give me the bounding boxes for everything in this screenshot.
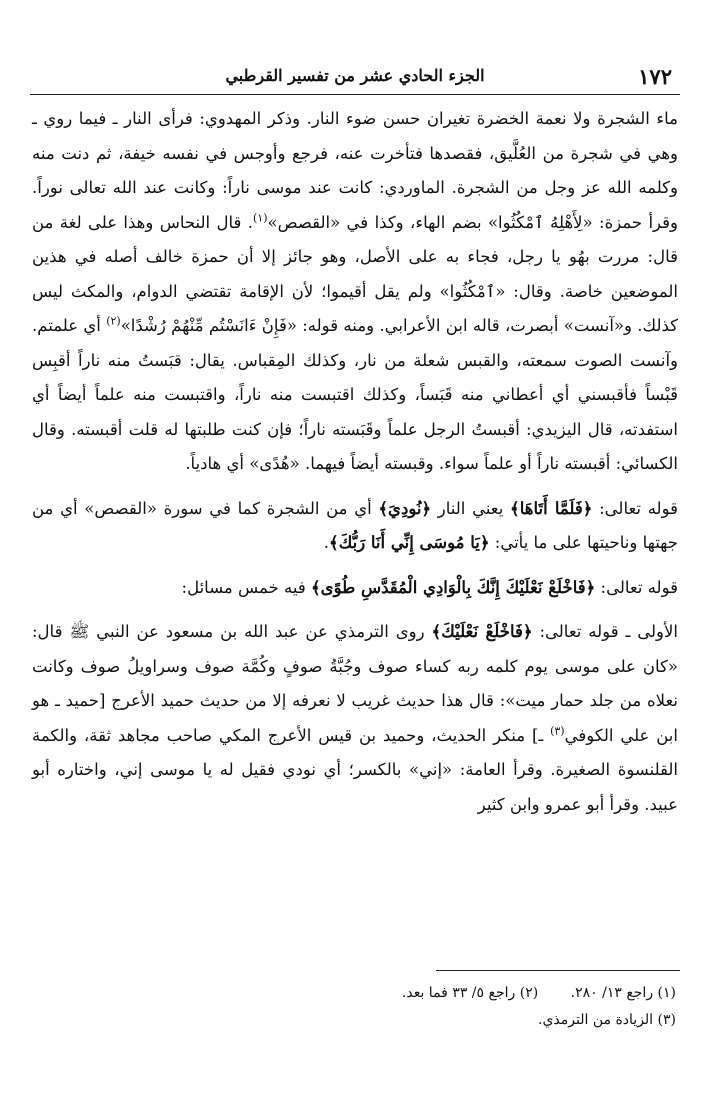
footnote-ref: (١) [253,211,268,224]
quran-quote: ﴿نُودِيَ﴾ [378,498,432,518]
text-run: . قال النحاس وهذا على لغة من قال: مررت بهُو يا رجل، فجاء به على الأصل، وهو جائز إلا أن حمزة خالف أصله في هذين الموضعين خاصة. وقال: «ٱمْكُثُوا» ولم يقل أقيموا؛ لأن الإقامة تقتضي الدوام، والمكث ليس كذلك. و«آنست» أبصرت، قاله ابن الأعرابي. ومنه قوله: «فَإِنْ ءَانَسْتُم مِّنْهُمْ رُشْدًا» [32,212,678,335]
text-run: أي علمتم. وآنست الصوت سمعته، والقبس شعلة من نار، وكذلك المِقباس. يقال: قبَستُ منه ناراً أقبِس قَبْساً فأقبسني أي أعطاني منه قَبَساً، وكذلك اقتبست منه ناراً، واقتبست منه علماً أيضاً أي استفدته، قال اليزيدي: أقبستُ الرجل علماً وقَبَسته ناراً؛ فإن كنت طلبتها له قلت أقبسته. وقال الكسائي: أقبسته ناراً أو علماً سواء. وقبسته أيضاً فيهما. «هُدًى» أي هادياً. [32,316,678,473]
text-run: يعني النار [431,498,511,518]
text-run: فيه خمس مسائل: [181,577,311,597]
page-header [30,56,680,90]
quran-quote: ﴿فَلَمَّا أَتَاهَا﴾ [510,498,593,518]
text-run: قوله تعالى: [592,498,678,518]
paragraph [32,492,678,561]
footnote-ref: (٢) [106,314,121,328]
footnotes [256,980,676,1034]
footnote-row [256,1007,676,1034]
quran-quote: ﴿فَاخْلَعْ نَعْلَيْكَ﴾ [431,622,533,641]
footnote-row [256,980,676,1007]
footnote: (٣) الزيادة من الترمذي. [538,1012,676,1028]
quran-quote: ﴿فَاخْلَعْ نَعْلَيْكَ إِنَّكَ بِالْوَادِي الْمُقَدَّسِ طُوًى﴾ [311,577,596,597]
text-run: أي من الشجرة كما في سورة «القصص» أي من جهتها وناحيتها على ما يأتي: [32,498,678,552]
footnote-ref: (٣) [550,724,565,737]
footnote: (٢) راجع ٥/ ٣٣ فما بعد. [401,985,539,1001]
header-divider [30,94,680,95]
running-title: الجزء الحادي عشر من تفسير القرطبي [225,66,485,85]
text-run: الأولى ـ قوله تعالى: [532,622,678,641]
text-run: . [323,533,330,552]
quran-quote: ﴿يَا مُوسَى إِنِّي أَنَا رَبُّكَ﴾ [329,533,490,552]
text-run: قوله تعالى: [595,577,678,597]
paragraph [32,571,678,606]
page-number: ١٧٢ [638,64,672,89]
paragraph [32,102,678,482]
text-run: روى الترمذي عن عبد الله بن مسعود عن النبي ﷺ قال: «كان على موسى يوم كلمه ربه كساء صوف وجُبَّةُ صوفٍ وكُمَّة صوف وسراويلُ صوف وكانت نعلاه من جلد حمار ميت»: قال هذا حديث غريب لا نعرفه إلا من حديث حميد الأعرج [حميد ـ هو ابن علي الكوفي [32,622,678,745]
body-text [32,102,678,832]
footnote: (١) راجع ١٣/ ٢٨٠. [570,985,676,1001]
footnote-divider [436,970,680,971]
text-run: ـ] منكر الحديث، وحميد بن قيس الأعرج المكي صاحب مجاهد ثقة، والكمة القلنسوة الصغيرة. وقرأ العامة: «إني» بالكسر؛ أي نودي فقيل له يا موسى إني، واختاره أبو عبيد. وقرأ أبو عمرو وابن كثير [32,725,678,814]
text-run: ماء الشجرة ولا نعمة الخضرة تغيران حسن ضوء النار. وذكر المهدوي: فرأى النار ـ فيما روي ـ وهي في شجرة من العُلَّيق، فقصدها فتأخرت عنه، فرجع وأوجس في نفسه خيفة، ثم دنت منه وكلمه الله عز وجل من الشجرة. الماوردي: كانت عند موسى ناراً: وكانت عند الله تعالى نوراً. وقرأ حمزة: «لِأَهْلِهُ ٱمْكُثُوا» بضم الهاء، وكذا في «القصص» [32,109,678,232]
paragraph [32,615,678,822]
